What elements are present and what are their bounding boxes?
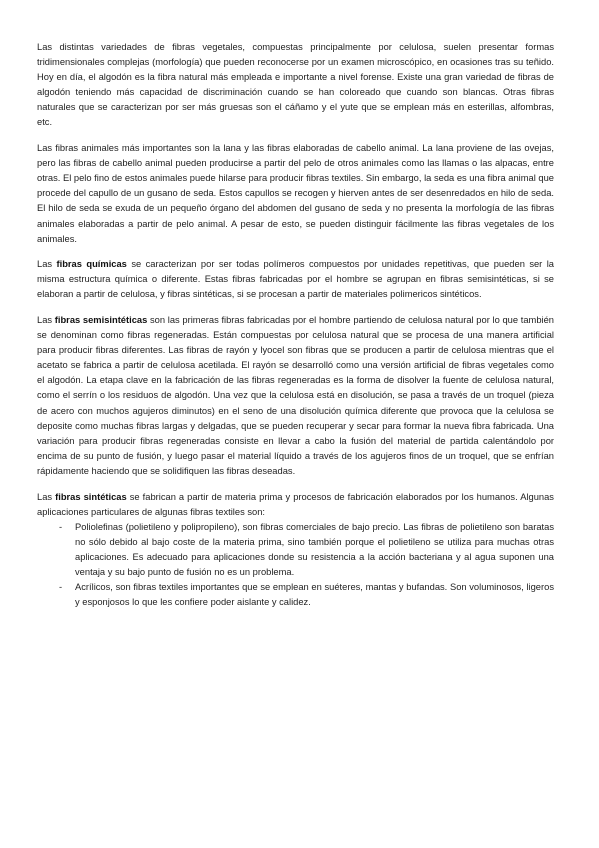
paragraph-lead: Las — [37, 259, 57, 270]
list-item-polyolefins — [59, 520, 554, 580]
bullet-list — [37, 520, 554, 611]
paragraph-semisynthetic-fibers — [37, 313, 554, 479]
bold-term-semisynthetic-fibers: fibras semisintéticas — [54, 315, 148, 325]
paragraph-lead: Las — [37, 315, 55, 325]
paragraph-animal-fibers: Las fibras animales más importantes son la lana y las fibras elaboradas de cabello animal. La lana proviene de las ovejas, pero las fibras de cabello animal pueden producirse a partir del pelo de otros animales como las llamas o las alpacas, entre otras. El pelo fino de estos animales puede hilarse para producir fibras textiles. Sin embargo, la seda es una fibra animal que procede del capullo de un gusano de seda. Estos capullos se recogen y hierven antes de ser desenredados en hilo de seda. El hilo de seda se exuda de un pequeño órgano del abdomen del gusano de seda y no presenta la morfología de las fibras animales elaboradas a partir de pelo animal. A pesar de esto, se pueden distinguir fácilmente las fibras vegetales de los animales. — [37, 143, 554, 244]
list-item-acrylics — [59, 580, 554, 610]
bold-term-synthetic-fibers: fibras sintéticas — [55, 491, 127, 502]
document-page — [37, 40, 554, 610]
paragraph-lead: Las — [37, 491, 56, 502]
paragraph-chemical-fibers — [37, 257, 554, 302]
list-item-text: Acrílicos, son fibras textiles importantes que se emplean en suéteres, mantas y bufandas. Son voluminosos, ligeros y esponjosos lo que les confiere poder aislante y calidez. — [75, 582, 554, 608]
bullet-dash: - — [59, 521, 63, 532]
paragraph-plant-fibers: Las distintas variedades de fibras vegetales, compuestas principalmente por celulosa, suelen presentar formas tridimensionales complejas (morfología) que pueden reconocerse por un examen microscópico, en ocasiones tras su teñido. Hoy en día, el algodón es la fibra natural más empleada e importante a nivel forense. Existe una gran variedad de fibras de algodón teniendo más capacidad de discriminación cuando se han coloreado que cuando son blancas. Otras fibras naturales que se caracterizan por ser más gruesas son el cáñamo y el yute que se emplean más en esterillas, alfombras, etc. — [37, 42, 554, 128]
paragraph-body: se fabrican a partir de materia prima y procesos de fabricación elaborados por los humanos. Algunas aplicaciones particulares de algunas fibras textiles son: — [37, 491, 554, 517]
paragraph-body: se caracterizan por ser todas polímeros compuestos por unidades repetitivas, que pueden ser la misma estructura química o diferente. Estas fibras fabricadas por el hombre se agrupan en fibras semisintéticas, si se elaboran a partir de celulosa, y fibras sintéticas, si se procesan a partir de materiales polimericos sintéticos. — [37, 259, 554, 300]
paragraph-body: son las primeras fibras fabricadas por el hombre partiendo de celulosa natural por lo que también se denominan como fibras regeneradas. Están compuestas por celulosa natural que se procesa de una manera artificial para producir fibras diferentes. Las fibras de rayón y lyocel son fibras que se producen a partir de celulosa mientras que el acetato se fabrica a partir de celulosa acetilada. El rayón se desarrolló como una versión artificial de fibras vegetales como el algodón. La etapa clave en la fabricación de las fibras regeneradas es la forma de disolver la fuente de celulosa natural, como el serrín o los residuos de algodón. Una vez que la celulosa está en disolución, se pasa a través de un troquel (pieza de acero con muchos agujeros diminutos) en el seno de una disolución química diferente que provoca que la celulosa se deposite como muchas fibras largas y delgadas, que se pueden recuperar y secar para formar la nueva fibra fabricada. Una variación para producir fibras regeneradas consiste en llevar a cabo la fusión del material de partida calentándolo por encima de su punto de fusión, y luego pasar el material líquido a través de los agujeros finos de un troquel, que se enfrían rápidamente haciendo que se solidifiquen las fibras deseadas. — [37, 315, 554, 476]
list-item-text: Poliolefinas (polietileno y polipropileno), son fibras comerciales de bajo precio. Las fibras de polietileno son baratas no sólo debido al bajo coste de la materia prima, sino también porque el polietileno se utiliza para muchas otras aplicaciones. Es adecuado para aplicaciones donde su resistencia a la acción bacteriana y al agua suponen una ventaja y su bajo punto de fusión no es un problema. — [75, 521, 554, 577]
bullet-dash: - — [59, 582, 63, 593]
paragraph-synthetic-fibers — [37, 490, 554, 520]
bold-term-chemical-fibers: fibras químicas — [56, 259, 127, 270]
